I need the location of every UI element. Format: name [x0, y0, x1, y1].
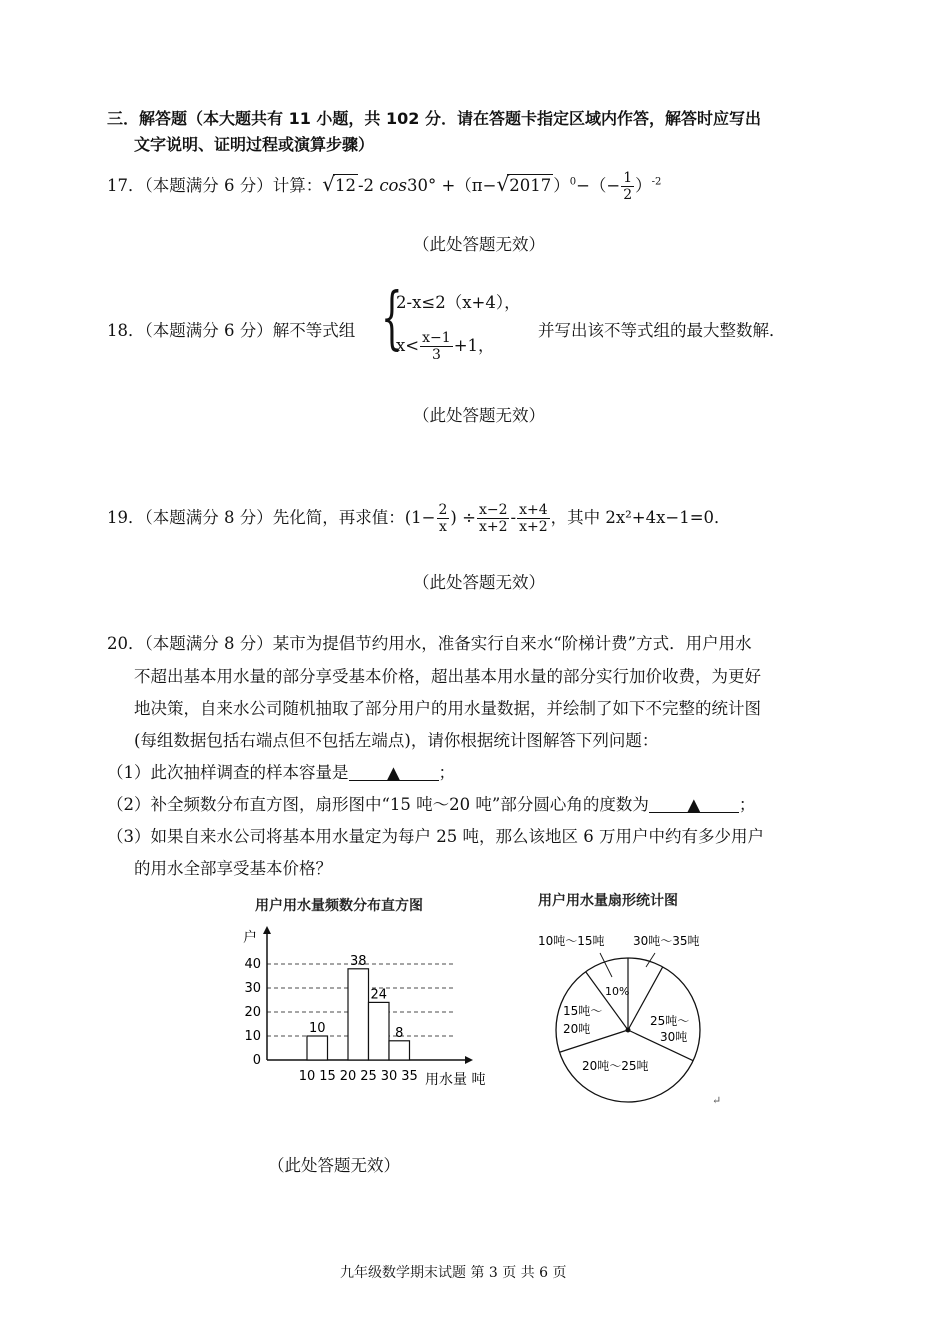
section-title-cont: 文字说明、证明过程或演算步骤）: [134, 135, 375, 154]
q19-prefix: 19．（本题满分 8 分）先化简，再求值：(1−: [107, 508, 436, 527]
x-axis-label: 用水量 吨: [425, 1072, 486, 1088]
x-tick-label: 25: [360, 1069, 377, 1084]
histogram: [235, 920, 515, 1090]
q18-line1: 2-x≤2（x+4），: [396, 293, 521, 312]
x-tick-label: 10: [298, 1069, 316, 1084]
y-axis-label: 户: [243, 930, 257, 946]
q20-line4: (每组数据包括右端点但不包括左端点)，请你根据统计图解答下列问题：: [134, 731, 659, 750]
q18-prefix: 18．（本题满分 6 分）解不等式组: [107, 321, 356, 340]
q17-close0: ）: [553, 176, 570, 195]
bar-value-label: 24: [370, 987, 388, 1003]
x-tick-label: 30: [380, 1069, 398, 1084]
x-tick-label: 35: [401, 1069, 418, 1084]
q17-deg: 30°: [406, 176, 437, 195]
q20-sub3a: （3）如果自来水公司将基本用水量定为每户 25 吨，那么该地区 6 万用户中约有多少用户: [107, 827, 764, 846]
q20-sub2: [107, 794, 755, 816]
y-tick-label: 10: [244, 1029, 261, 1044]
q20-semicolon2: ；: [738, 795, 756, 814]
y-tick-label: 40: [244, 957, 261, 972]
bar-value-label: 10: [308, 1021, 326, 1036]
q18-plus1: +1，: [453, 336, 495, 355]
pie-label-25-30-a: 25吨～: [650, 1014, 690, 1028]
q17-close2: ）: [635, 176, 652, 195]
q20-line3: 地决策，自来水公司随机抽取了部分用户的用水量数据，并绘制了如下不完整的统计图: [134, 699, 761, 718]
pie-center: [626, 1028, 631, 1033]
q17-expm2: -2: [651, 176, 662, 188]
q20-line2: 不超出基本用水量的部分享受基本价格，超出基本用水量的部分实行加价收费，为更好: [134, 667, 761, 686]
q19-cond: ，其中 2x²+4x−1=0．: [550, 508, 731, 527]
q20-blank2: ▲: [649, 798, 739, 813]
q18-suffix: 并写出该不等式组的最大整数解．: [538, 321, 786, 340]
y-tick-label: 30: [244, 981, 261, 996]
histogram-bar: [307, 1036, 328, 1060]
return-mark: ↵: [712, 1094, 722, 1107]
histogram-bar: [369, 1002, 390, 1060]
pie-label-15-20-a: 15吨～: [563, 1004, 603, 1018]
invalid-note-4: （此处答题无效）: [268, 1156, 400, 1175]
bar-value-label: 8: [395, 1025, 404, 1041]
histogram-bar: [389, 1041, 410, 1060]
q20-blank1: ▲: [349, 766, 439, 781]
q17-prefix: 17．（本题满分 6 分）计算：: [107, 176, 323, 195]
question-19: [107, 502, 731, 535]
invalid-note-2: （此处答题无效）: [413, 406, 545, 425]
pie-label-30-35: 30吨～35吨: [633, 934, 700, 948]
q20-sub1-text: （1）此次抽样调查的样本容量是: [107, 763, 349, 782]
q19-div: ) ÷: [450, 508, 476, 527]
invalid-note-1: （此处答题无效）: [413, 235, 545, 254]
q17-cos: cos: [379, 176, 407, 195]
q17-half: $\frac{1}{2}$: [623, 170, 633, 203]
y-tick-label: 0: [252, 1053, 261, 1068]
q18-frac: $\frac{x-1}{3}$: [422, 330, 451, 363]
q18-x-lt: x<: [396, 336, 420, 355]
q17-minus: −: [482, 176, 497, 195]
q19-frac2: $\frac{x-2}{x+2}$: [478, 502, 508, 535]
pie-label-15-20-b: 20吨: [563, 1022, 591, 1036]
x-tick-label: 20: [339, 1069, 357, 1084]
q19-frac1: $\frac{2}{x}$: [438, 502, 448, 535]
pie-label-10-15: 10吨～15吨: [538, 934, 605, 948]
section-title: 三．解答题（本大题共有 11 小题，共 102 分．请在答题卡指定区域内作答，解答时应写出: [107, 109, 761, 128]
q20-sub2-text: （2）补全频数分布直方图，扇形图中“15 吨～20 吨”部分圆心角的度数为: [107, 795, 649, 814]
y-axis-arrow: [263, 926, 271, 934]
pie-percent-label: 10%: [605, 985, 630, 998]
x-tick-label: 15: [319, 1069, 336, 1084]
q19-frac3: $\frac{x+4}{x+2}$: [519, 502, 548, 535]
q20-line1: 20．（本题满分 8 分）某市为提倡节约用水，准备实行自来水“阶梯计费”方式．用户用水: [107, 634, 752, 653]
bar-value-label: 38: [349, 953, 367, 969]
q20-sub3b: 的用水全部享受基本价格？: [134, 859, 332, 878]
q18-brace: {: [381, 279, 403, 358]
pie-label-20-25: 20吨～25吨: [582, 1059, 649, 1073]
histogram-title: 用户用水量频数分布直方图: [255, 898, 423, 914]
q18-line2: [396, 330, 495, 363]
y-tick-label: 20: [244, 1005, 261, 1020]
pie-title: 用户用水量扇形统计图: [538, 893, 678, 909]
x-axis-arrow: [465, 1056, 473, 1064]
q17-minus2: −（−: [576, 176, 621, 195]
invalid-note-3: （此处答题无效）: [413, 573, 545, 592]
page-footer: 九年级数学期末试题 第 3 页 共 6 页: [340, 1265, 567, 1281]
q17-exp0: 0: [569, 176, 577, 188]
pie-label-25-30-b: 30吨: [660, 1030, 688, 1044]
q17-sqrt12: 12: [334, 176, 356, 195]
q17-plus-pi: +（π: [441, 176, 483, 195]
q19-minus: -: [510, 508, 517, 527]
q17-sqrt2017: 2017: [509, 176, 552, 195]
histogram-bar: [348, 969, 369, 1060]
question-17: 17．（本题满分 6 分）计算：√12 -2 cos30° +（π−√2017 ）$^0$−（− $\frac{1}{2}$ ）$^{-2}$: [107, 170, 662, 203]
q17-minus-two: -2: [357, 176, 375, 195]
q20-semicolon1: ；: [438, 763, 455, 782]
pie-chart: [530, 915, 730, 1110]
q20-sub1: [107, 762, 455, 784]
